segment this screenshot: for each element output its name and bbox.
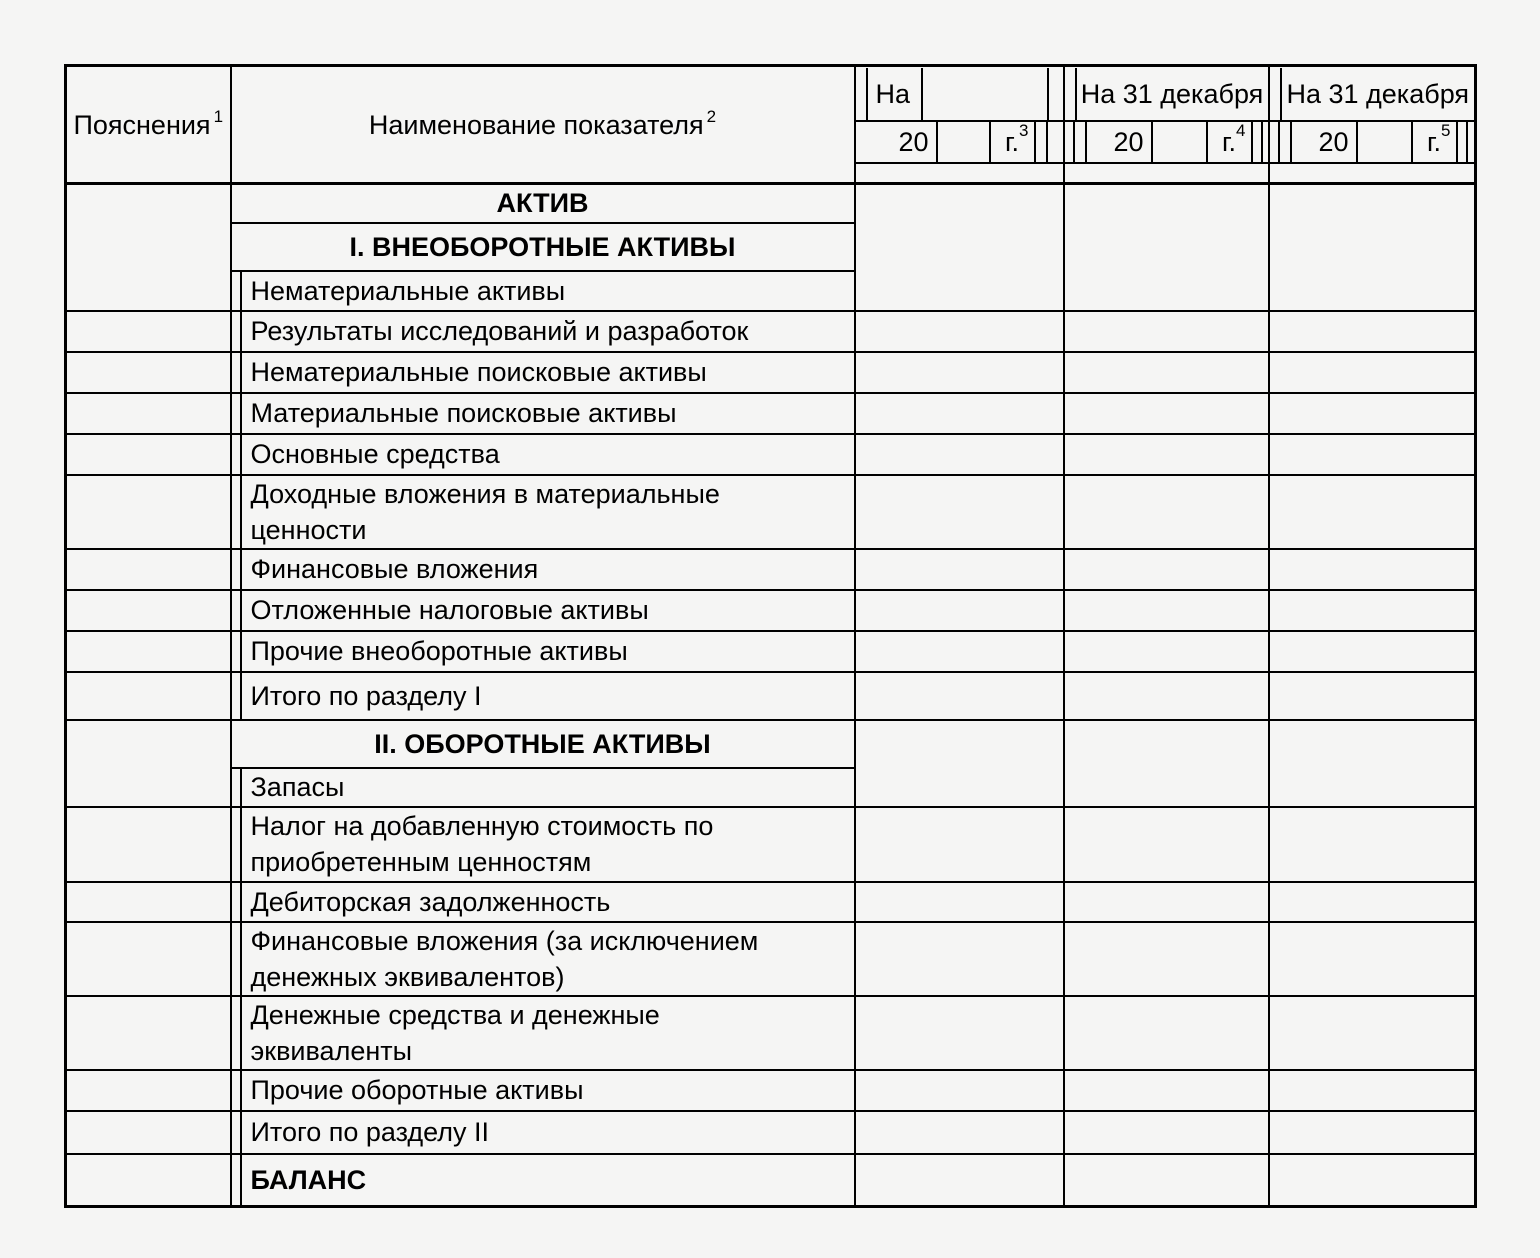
- value-cell-col3: [1269, 393, 1476, 434]
- explanations-cell: [66, 590, 231, 631]
- value-cell-col3: [1269, 549, 1476, 590]
- value-cell-col2: [1064, 1111, 1269, 1154]
- table-row: [66, 922, 1476, 996]
- spacer-cell: [231, 922, 241, 996]
- date1-na-label: На: [868, 68, 923, 120]
- row-label: Прочие внеоборотные активы: [241, 631, 855, 672]
- header-spacer: [1065, 164, 1268, 181]
- explanations-cell: [66, 807, 231, 882]
- spacer-cell: [231, 1111, 241, 1154]
- value-cell-col2: [1064, 475, 1269, 549]
- spacer-cell: [231, 590, 241, 631]
- value-cell-col1: [855, 1154, 1064, 1207]
- header-spacer: [856, 164, 1063, 181]
- value-cell-col2: [1064, 311, 1269, 352]
- header-explanations-label: Пояснения: [73, 109, 211, 140]
- table-row: [66, 631, 1476, 672]
- spacer-cell: [231, 475, 241, 549]
- value-cell-col3: [1269, 475, 1476, 549]
- header-gap: [1270, 68, 1282, 120]
- header-gap: [1468, 120, 1475, 164]
- explanations-cell: [66, 352, 231, 393]
- table-row: [66, 807, 1476, 882]
- row-label: Налог на добавленную стоимость по приобретенным ценностям: [241, 807, 855, 882]
- value-cell-col3: [1269, 720, 1476, 807]
- value-cell-col2: [1064, 184, 1269, 311]
- table-row: [66, 996, 1476, 1070]
- spacer-cell: [231, 768, 241, 807]
- spacer-cell: [231, 549, 241, 590]
- value-cell-col3: [1269, 672, 1476, 720]
- total-row-label: Итого по разделу II: [241, 1111, 855, 1154]
- spacer-cell: [231, 996, 241, 1070]
- date1-year-prefix: 20: [856, 120, 938, 164]
- date2-year-field: [1153, 120, 1208, 164]
- explanations-cell: [66, 434, 231, 475]
- value-cell-col1: [855, 882, 1064, 922]
- header-gap: [1075, 120, 1087, 164]
- section-header: II. ОБОРОТНЫЕ АКТИВЫ: [231, 720, 855, 768]
- value-cell-col1: [855, 184, 1064, 311]
- header-date-column-1: [855, 66, 1064, 184]
- row-title: АКТИВ: [231, 184, 855, 223]
- header-gap: [1049, 68, 1063, 120]
- spacer-cell: [231, 672, 241, 720]
- header-gap: [1263, 120, 1268, 164]
- explanations-cell: [66, 720, 231, 807]
- footnote-3: 3: [1019, 121, 1029, 140]
- row-label: Денежные средства и денежные эквиваленты: [241, 996, 855, 1070]
- table-row: [66, 311, 1476, 352]
- table-row: [66, 882, 1476, 922]
- explanations-cell: [66, 882, 231, 922]
- value-cell-col1: [855, 1070, 1064, 1111]
- footnote-1: 1: [213, 106, 224, 126]
- footnote-2: 2: [706, 106, 717, 126]
- value-cell-col2: [1064, 922, 1269, 996]
- date1-year-suffix: г. $^3$: [991, 120, 1036, 164]
- header-gap: [1065, 120, 1075, 164]
- section-header: I. ВНЕОБОРОТНЫЕ АКТИВЫ: [231, 223, 855, 271]
- table-row: [66, 475, 1476, 549]
- value-cell-col2: [1064, 672, 1269, 720]
- header-gap: [1048, 120, 1063, 164]
- header-explanations: [66, 66, 231, 184]
- header-indicator: [231, 66, 855, 184]
- header-gap: [1036, 120, 1048, 164]
- explanations-cell: [66, 549, 231, 590]
- value-cell-col3: [1269, 434, 1476, 475]
- value-cell-col2: [1064, 807, 1269, 882]
- row-label: Нематериальные поисковые активы: [241, 352, 855, 393]
- header-date-column-2: [1064, 66, 1269, 184]
- table-row: [66, 352, 1476, 393]
- explanations-cell: [66, 996, 231, 1070]
- spacer-cell: [231, 434, 241, 475]
- value-cell-col1: [855, 434, 1064, 475]
- date1-blank-field: [923, 68, 1049, 120]
- value-cell-col1: [855, 672, 1064, 720]
- date3-year-prefix: 20: [1292, 120, 1358, 164]
- row-label: Основные средства: [241, 434, 855, 475]
- value-cell-col3: [1269, 1111, 1476, 1154]
- header-indicator-label: Наименование показателя: [368, 109, 704, 140]
- spacer-cell: [231, 311, 241, 352]
- value-cell-col2: [1064, 590, 1269, 631]
- explanations-cell: [66, 184, 231, 311]
- value-cell-col2: [1064, 720, 1269, 807]
- explanations-cell: [66, 393, 231, 434]
- footnote-5: 5: [1441, 121, 1451, 140]
- explanations-cell: [66, 631, 231, 672]
- value-cell-col2: [1064, 352, 1269, 393]
- spacer-cell: [231, 807, 241, 882]
- value-cell-col3: [1269, 590, 1476, 631]
- explanations-cell: [66, 922, 231, 996]
- value-cell-col2: [1064, 393, 1269, 434]
- value-cell-col3: [1269, 807, 1476, 882]
- balance-sheet-form: [64, 64, 1477, 1208]
- spacer-cell: [231, 882, 241, 922]
- date3-label: На 31 декабря: [1286, 78, 1470, 109]
- header-spacer: [1270, 164, 1475, 181]
- value-cell-col2: [1064, 1070, 1269, 1111]
- row-label: Финансовые вложения (за исключением денежных эквивалентов): [241, 922, 855, 996]
- spacer-cell: [231, 1070, 241, 1111]
- explanations-cell: [66, 475, 231, 549]
- spacer-cell: [231, 1154, 241, 1207]
- value-cell-col3: [1269, 311, 1476, 352]
- header-gap: [1280, 120, 1292, 164]
- value-cell-col3: [1269, 184, 1476, 311]
- value-cell-col2: [1064, 631, 1269, 672]
- header-gap: [856, 68, 868, 120]
- explanations-cell: [66, 1154, 231, 1207]
- table-row: [66, 590, 1476, 631]
- header-date-column-3: [1269, 66, 1476, 184]
- date2-year-prefix: 20: [1087, 120, 1153, 164]
- value-cell-col1: [855, 631, 1064, 672]
- value-cell-col3: [1269, 882, 1476, 922]
- table-row: [66, 549, 1476, 590]
- value-cell-col1: [855, 393, 1064, 434]
- value-cell-col1: [855, 475, 1064, 549]
- date3-year-suffix: г. $^5$: [1413, 120, 1458, 164]
- value-cell-col1: [855, 590, 1064, 631]
- value-cell-col1: [855, 1111, 1064, 1154]
- value-cell-col1: [855, 549, 1064, 590]
- value-cell-col1: [855, 922, 1064, 996]
- value-cell-col2: [1064, 882, 1269, 922]
- explanations-cell: [66, 1111, 231, 1154]
- row-label: Дебиторская задолженность: [241, 882, 855, 922]
- table-row: [66, 720, 1476, 768]
- value-cell-col1: [855, 996, 1064, 1070]
- header-gap: [1065, 68, 1077, 120]
- row-label: Доходные вложения в материальные ценности: [241, 475, 855, 549]
- date2-label: На 31 декабря: [1080, 78, 1264, 109]
- value-cell-col3: [1269, 996, 1476, 1070]
- spacer-cell: [231, 352, 241, 393]
- row-label: Материальные поисковые активы: [241, 393, 855, 434]
- header-gap: [1270, 120, 1280, 164]
- explanations-cell: [66, 1070, 231, 1111]
- value-cell-col2: [1064, 549, 1269, 590]
- header-row: [66, 66, 1476, 184]
- explanations-cell: [66, 311, 231, 352]
- header-gap: [1253, 120, 1263, 164]
- explanations-cell: [66, 672, 231, 720]
- spacer-cell: [231, 393, 241, 434]
- row-label: Прочие оборотные активы: [241, 1070, 855, 1111]
- value-cell-col1: [855, 311, 1064, 352]
- table-row: [66, 1154, 1476, 1207]
- total-row-label: Итого по разделу I: [241, 672, 855, 720]
- balance-sheet-table: [64, 64, 1477, 1208]
- value-cell-col3: [1269, 631, 1476, 672]
- date3-year-field: [1358, 120, 1413, 164]
- date1-year-field: [938, 120, 991, 164]
- value-cell-col3: [1269, 1070, 1476, 1111]
- header-gap: [1458, 120, 1468, 164]
- row-label: Результаты исследований и разработок: [241, 311, 855, 352]
- value-cell-col1: [855, 352, 1064, 393]
- value-cell-col3: [1269, 352, 1476, 393]
- row-label: Отложенные налоговые активы: [241, 590, 855, 631]
- spacer-cell: [231, 271, 241, 311]
- table-row: [66, 1070, 1476, 1111]
- value-cell-col1: [855, 720, 1064, 807]
- value-cell-col3: [1269, 1154, 1476, 1207]
- row-label: Финансовые вложения: [241, 549, 855, 590]
- footnote-4: 4: [1236, 121, 1246, 140]
- table-row: [66, 672, 1476, 720]
- value-cell-col1: [855, 807, 1064, 882]
- table-row: [66, 393, 1476, 434]
- balance-row-label: БАЛАНС: [241, 1154, 855, 1207]
- spacer-cell: [231, 631, 241, 672]
- table-row: [66, 434, 1476, 475]
- row-label: Нематериальные активы: [241, 271, 855, 311]
- value-cell-col3: [1269, 922, 1476, 996]
- date2-year-suffix: г. $^4$: [1208, 120, 1253, 164]
- table-row: [66, 184, 1476, 223]
- row-label: Запасы: [241, 768, 855, 807]
- value-cell-col2: [1064, 1154, 1269, 1207]
- table-row: [66, 1111, 1476, 1154]
- value-cell-col2: [1064, 434, 1269, 475]
- value-cell-col2: [1064, 996, 1269, 1070]
